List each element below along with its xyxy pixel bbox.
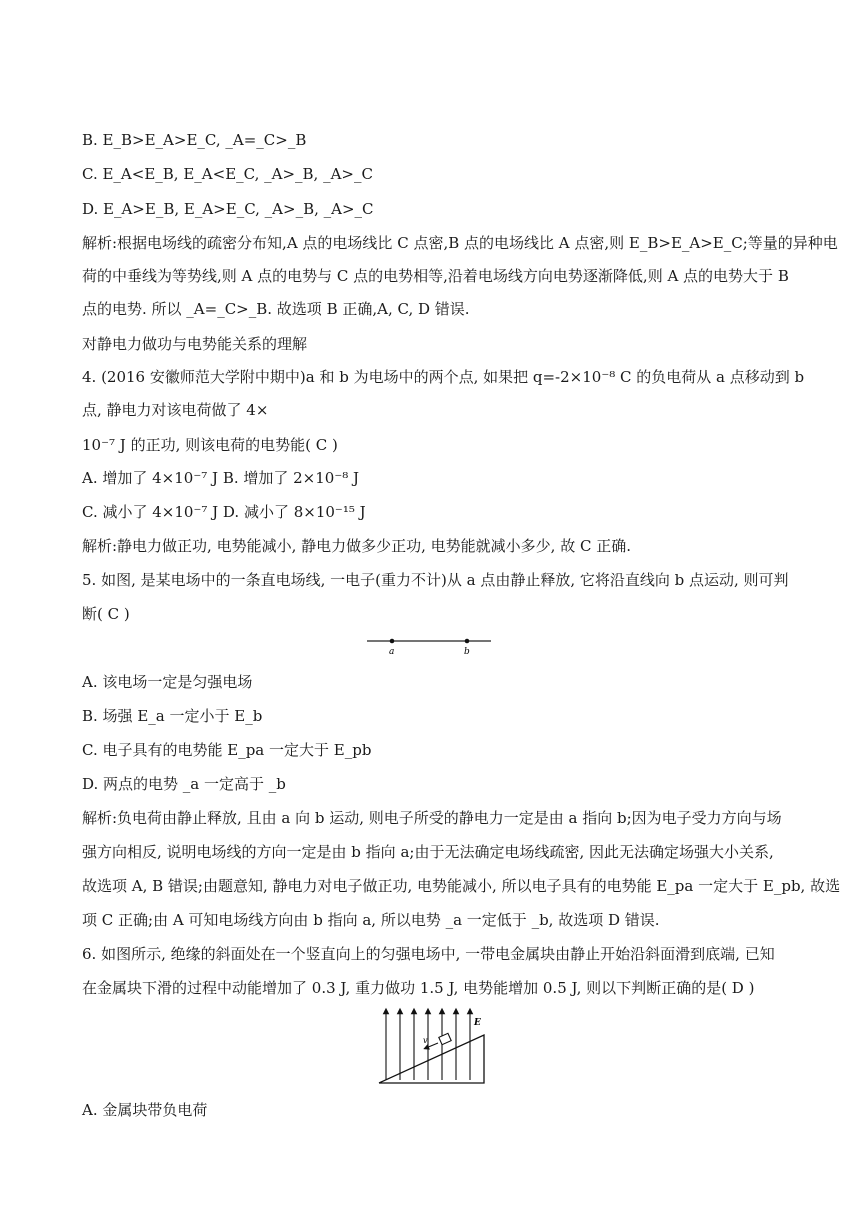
q5-explanation-line-2: 强方向相反, 说明电场线的方向一定是由 b 指向 a;由于无法确定电场线疏密, 因此无法确定场强大小关系,: [82, 843, 774, 861]
q3-option-d: D. E_A>E_B, E_A>E_C, _A>_B, _A>_C: [82, 200, 374, 218]
q4-options-ab: A. 增加了 4×10⁻⁷ J B. 增加了 2×10⁻⁸ J: [82, 469, 360, 487]
q3-option-b: B. E_B>E_A>E_C, _A=_C>_B: [82, 131, 307, 149]
q5-explanation-line-3: 故选项 A, B 错误;由题意知, 静电力对电子做正功, 电势能减小, 所以电子具有的电势能 E_pa 一定大于 E_pb, 故选: [82, 877, 841, 895]
point-b-label: b: [464, 647, 470, 656]
velocity-label: v: [423, 1036, 428, 1045]
q6-stem-line-1: 6. 如图所示, 绝缘的斜面处在一个竖直向上的匀强电场中, 一带电金属块由静止开始沿斜面滑到底端, 已知: [82, 945, 775, 963]
q5-stem-line-1: 5. 如图, 是某电场中的一条直电场线, 一电子(重力不计)从 a 点由静止释放, 它将沿直线向 b 点运动, 则可判: [82, 571, 789, 589]
q5-option-c: C. 电子具有的电势能 E_pa 一定大于 E_pb: [82, 741, 372, 759]
q5-stem-line-2: 断( C ): [82, 605, 130, 623]
field-line-figure: [366, 630, 494, 656]
q5-option-d: D. 两点的电势 _a 一定高于 _b: [82, 775, 286, 793]
q3-option-c: C. E_A<E_B, E_A<E_C, _A>_B, _A>_C: [82, 165, 373, 183]
q4-stem-line-2: 点, 静电力对该电荷做了 4×: [82, 401, 269, 419]
incline-field-figure: [376, 1005, 492, 1087]
section-title: 对静电力做功与电势能关系的理解: [82, 335, 308, 353]
q4-explanation: 解析:静电力做正功, 电势能减小, 静电力做多少正功, 电势能就减小多少, 故 C 正确.: [82, 537, 631, 555]
q4-stem-line-3: 10⁻⁷ J 的正功, 则该电荷的电势能( C ): [82, 436, 338, 454]
q5-explanation-line-4: 项 C 正确;由 A 可知电场线方向由 b 指向 a, 所以电势 _a 一定低于 _b, 故选项 D 错误.: [82, 911, 660, 929]
q3-explanation-line-2: 荷的中垂线为等势线,则 A 点的电势与 C 点的电势相等,沿着电场线方向电势逐渐降低,则 A 点的电势大于 B: [82, 267, 789, 285]
field-lines-e: [386, 1011, 470, 1080]
q3-explanation-line-3: 点的电势. 所以 _A=_C>_B. 故选项 B 正确,A, C, D 错误.: [82, 300, 470, 318]
q6-option-a: A. 金属块带负电荷: [82, 1101, 208, 1119]
q5-option-a: A. 该电场一定是匀强电场: [82, 673, 253, 691]
q5-explanation-line-1: 解析:负电荷由静止释放, 且由 a 向 b 运动, 则电子所受的静电力一定是由 a 指向 b;因为电子受力方向与场: [82, 809, 782, 827]
q6-stem-line-2: 在金属块下滑的过程中动能增加了 0.3 J, 重力做功 1.5 J, 电势能增加 0.5 J, 则以下判断正确的是( D ): [82, 979, 755, 997]
field-label-e: E: [474, 1018, 481, 1028]
q3-explanation-line-1: 解析:根据电场线的疏密分布知,A 点的电场线比 C 点密,B 点的电场线比 A 点密,则 E_B>E_A>E_C;等量的异种电: [82, 234, 838, 252]
point-b: [465, 639, 470, 644]
point-a: [390, 639, 395, 644]
q4-options-cd: C. 减小了 4×10⁻⁷ J D. 减小了 8×10⁻¹⁵ J: [82, 503, 366, 521]
incline-ramp: [379, 1035, 484, 1083]
q5-option-b: B. 场强 E_a 一定小于 E_b: [82, 707, 263, 725]
point-a-label: a: [389, 647, 395, 656]
q4-stem-line-1: 4. (2016 安徽师范大学附中期中)a 和 b 为电场中的两个点, 如果把 q=-2×10⁻⁸ C 的负电荷从 a 点移动到 b: [82, 368, 805, 386]
metal-block: [439, 1033, 451, 1044]
